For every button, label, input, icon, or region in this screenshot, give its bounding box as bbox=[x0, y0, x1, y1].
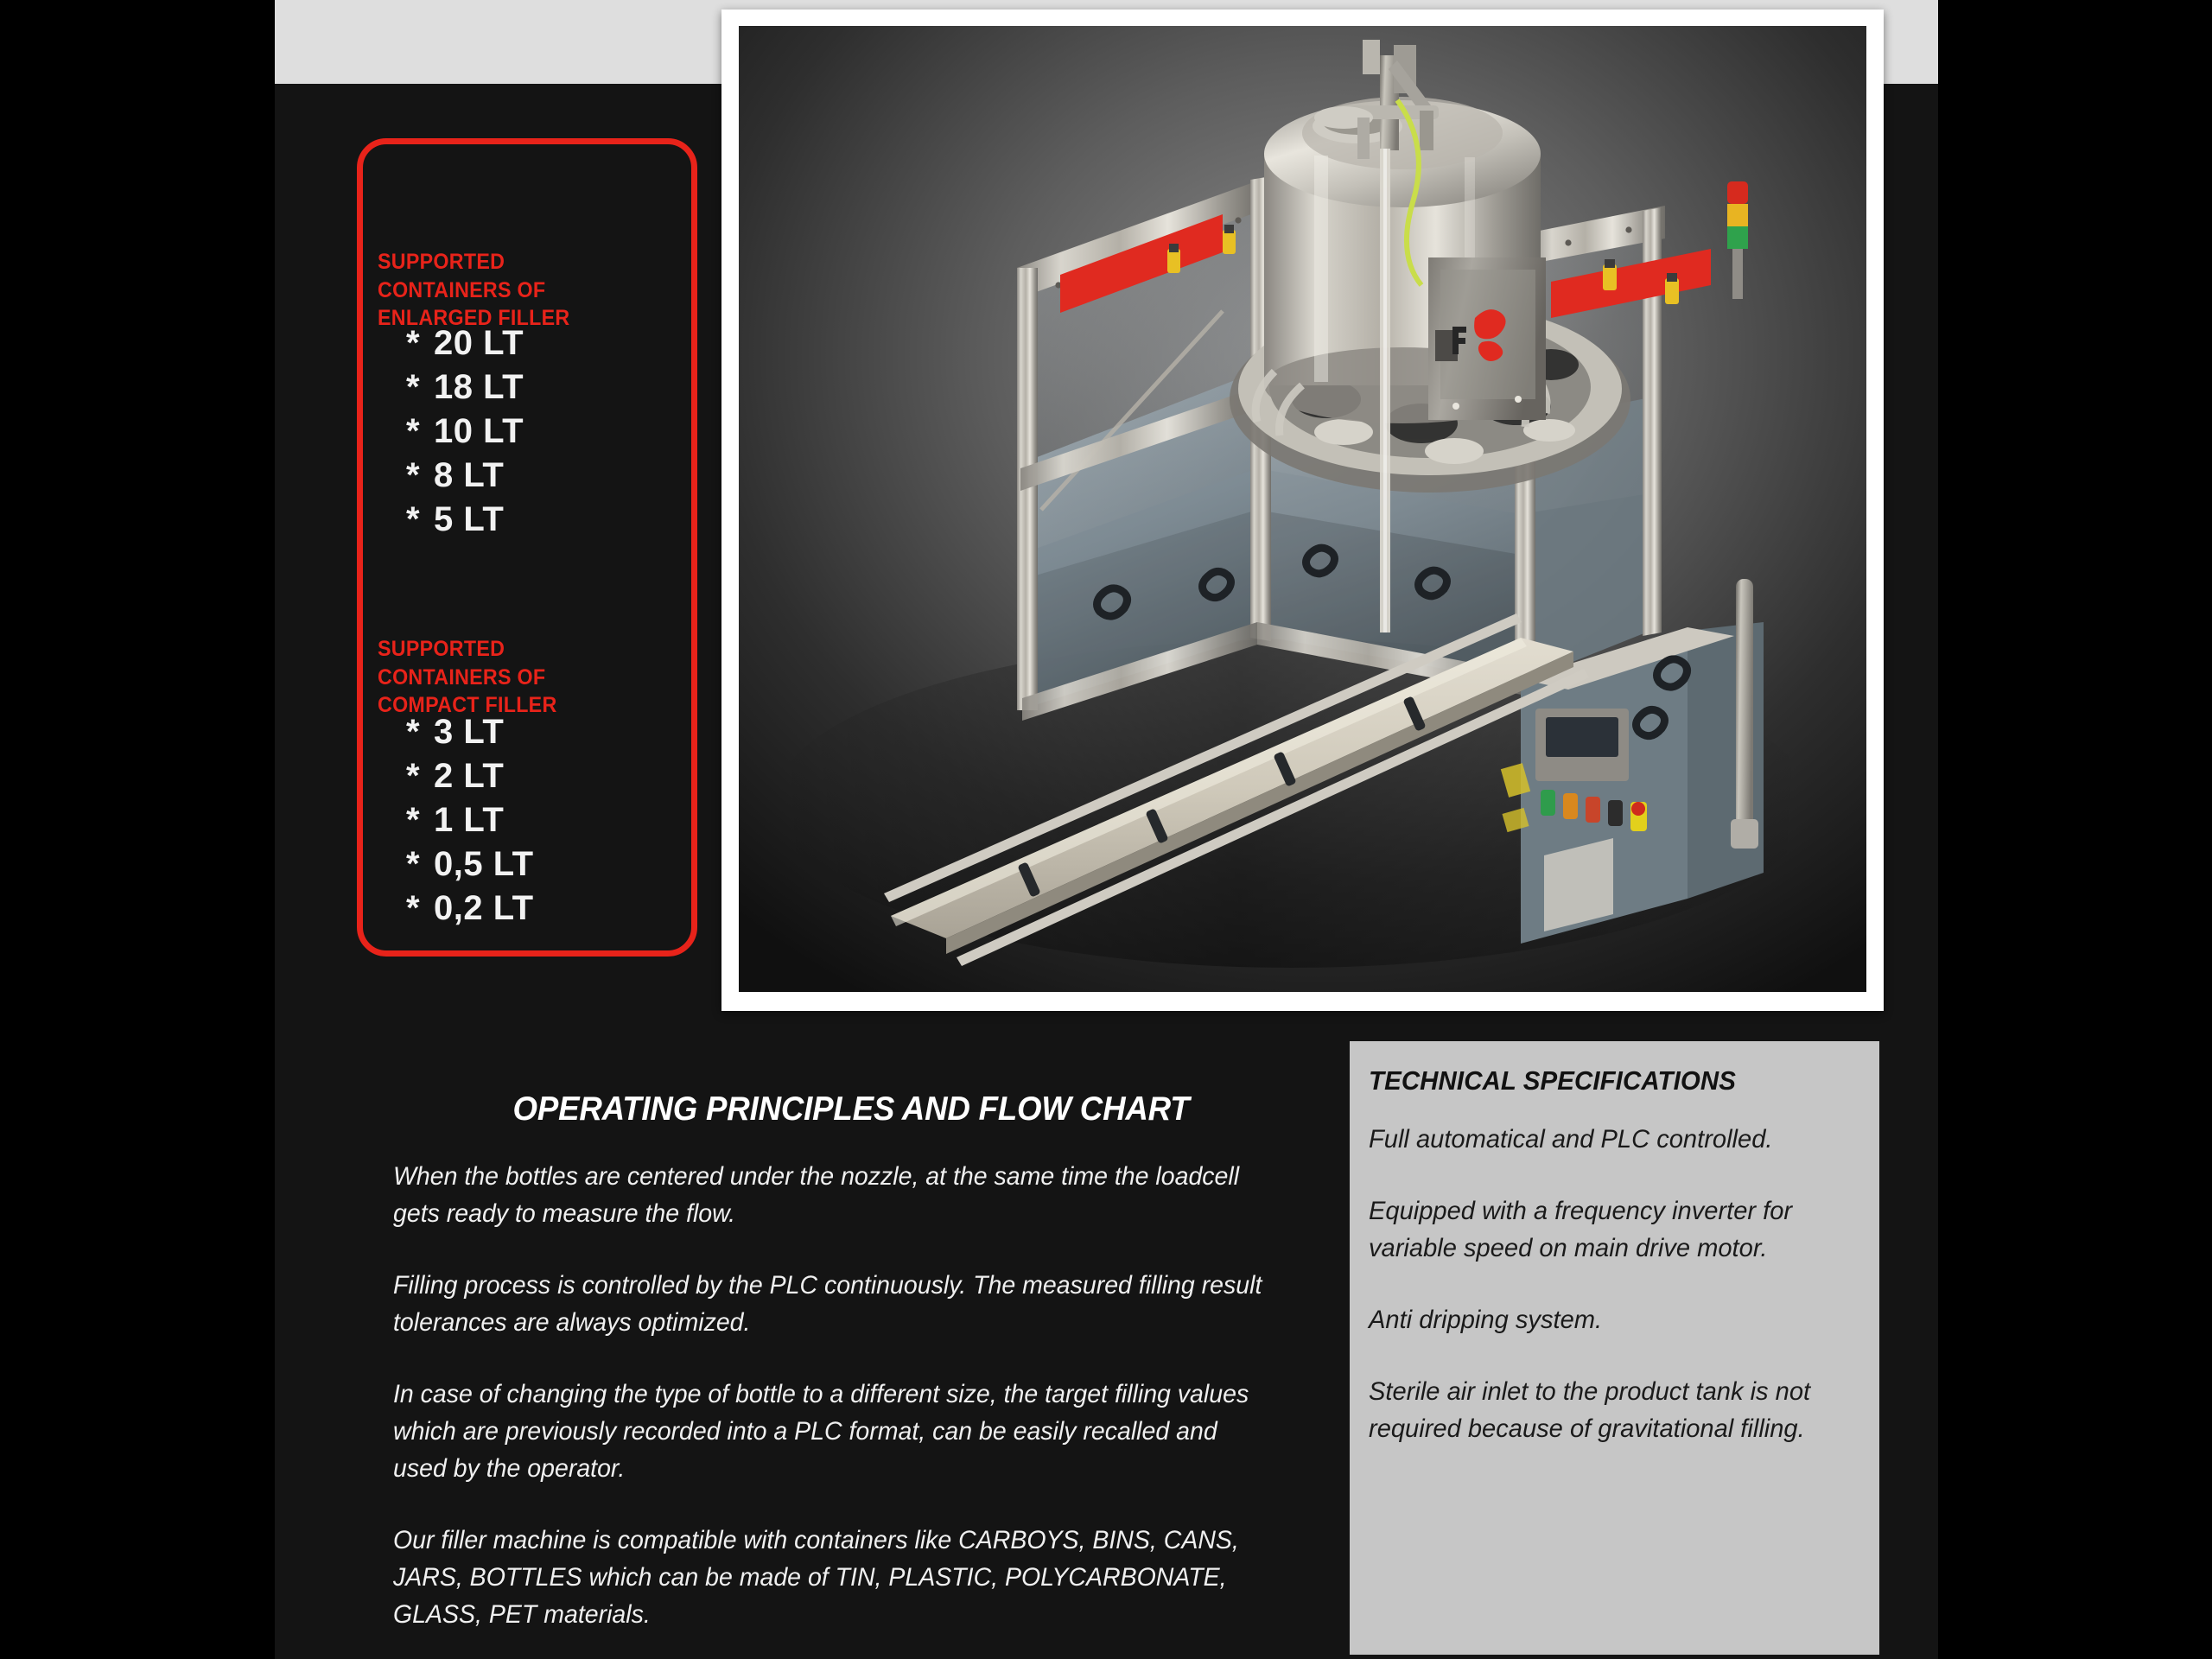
asterisk-icon: * bbox=[406, 757, 421, 795]
list-item bbox=[406, 321, 524, 365]
spec-paragraph: Equipped with a frequency inverter for variable speed on main drive motor. bbox=[1369, 1197, 1793, 1262]
machine-illustration bbox=[739, 26, 1866, 992]
list-item bbox=[406, 887, 534, 931]
list-item-label: 5 LT bbox=[434, 500, 505, 538]
enlarged-filler-heading bbox=[378, 248, 643, 333]
list-item-label: 10 LT bbox=[434, 412, 524, 450]
asterisk-icon: * bbox=[406, 368, 421, 406]
spec-paragraph: Full automatical and PLC controlled. bbox=[1369, 1125, 1773, 1154]
spec-paragraph: Anti dripping system. bbox=[1369, 1306, 1603, 1334]
list-item bbox=[406, 798, 534, 842]
technical-specifications-title: TECHNICAL SPECIFICATIONS bbox=[1369, 1065, 1736, 1096]
enlarged-filler-heading-line1: SUPPORTED CONTAINERS OF bbox=[378, 250, 546, 302]
asterisk-icon: * bbox=[406, 412, 421, 450]
list-item bbox=[406, 365, 524, 410]
asterisk-icon: * bbox=[406, 801, 421, 839]
compact-filler-heading-line1: SUPPORTED CONTAINERS OF bbox=[378, 637, 546, 690]
flow-paragraph: Our filler machine is compatible with containers like CARBOYS, BINS, CANS, JARS, BOTTLES which can be made of TIN, PLASTIC, POLYCARBONATE, GLASS, PET materials. bbox=[393, 1526, 1239, 1629]
list-item-label: 3 LT bbox=[434, 713, 505, 751]
flow-chart-body bbox=[393, 1158, 1272, 1633]
list-item bbox=[406, 454, 524, 498]
list-item bbox=[406, 754, 534, 798]
asterisk-icon: * bbox=[406, 845, 421, 883]
asterisk-icon: * bbox=[406, 889, 421, 927]
list-item-label: 2 LT bbox=[434, 757, 505, 795]
flow-chart-title: OPERATING PRINCIPLES AND FLOW CHART bbox=[512, 1090, 1190, 1128]
asterisk-icon: * bbox=[406, 713, 421, 751]
compact-filler-list bbox=[406, 710, 534, 931]
machine-photo bbox=[739, 26, 1866, 992]
machine-photo-frame bbox=[721, 10, 1884, 1011]
list-item-label: 8 LT bbox=[434, 456, 505, 494]
list-item bbox=[406, 842, 534, 887]
list-item-label: 20 LT bbox=[434, 324, 524, 362]
technical-specifications-panel bbox=[1350, 1041, 1879, 1655]
spec-paragraph: Sterile air inlet to the product tank is not required because of gravitational filling. bbox=[1369, 1377, 1811, 1443]
list-item bbox=[406, 498, 524, 542]
compact-filler-heading bbox=[378, 635, 643, 720]
flow-paragraph: When the bottles are centered under the nozzle, at the same time the loadcell gets ready to measure the flow. bbox=[393, 1162, 1240, 1228]
asterisk-icon: * bbox=[406, 456, 421, 494]
list-item-label: 18 LT bbox=[434, 368, 524, 406]
compact-filler-heading-line2: COMPACT FILLER bbox=[378, 693, 557, 717]
technical-specifications-body bbox=[1369, 1121, 1845, 1447]
list-item-label: 0,2 LT bbox=[434, 889, 534, 927]
enlarged-filler-heading-line2: ENLARGED FILLER bbox=[378, 306, 570, 330]
flow-paragraph: In case of changing the type of bottle to a different size, the target filling values which are previously recorded into a PLC format, can be easily recalled and used by the operator. bbox=[393, 1380, 1249, 1483]
list-item bbox=[406, 410, 524, 454]
asterisk-icon: * bbox=[406, 324, 421, 362]
enlarged-filler-list bbox=[406, 321, 524, 542]
flow-paragraph: Filling process is controlled by the PLC continuously. The measured filling result tolerances are always optimized. bbox=[393, 1271, 1262, 1337]
list-item bbox=[406, 710, 534, 754]
list-item-label: 1 LT bbox=[434, 801, 505, 839]
list-item-label: 0,5 LT bbox=[434, 845, 534, 883]
asterisk-icon: * bbox=[406, 500, 421, 538]
